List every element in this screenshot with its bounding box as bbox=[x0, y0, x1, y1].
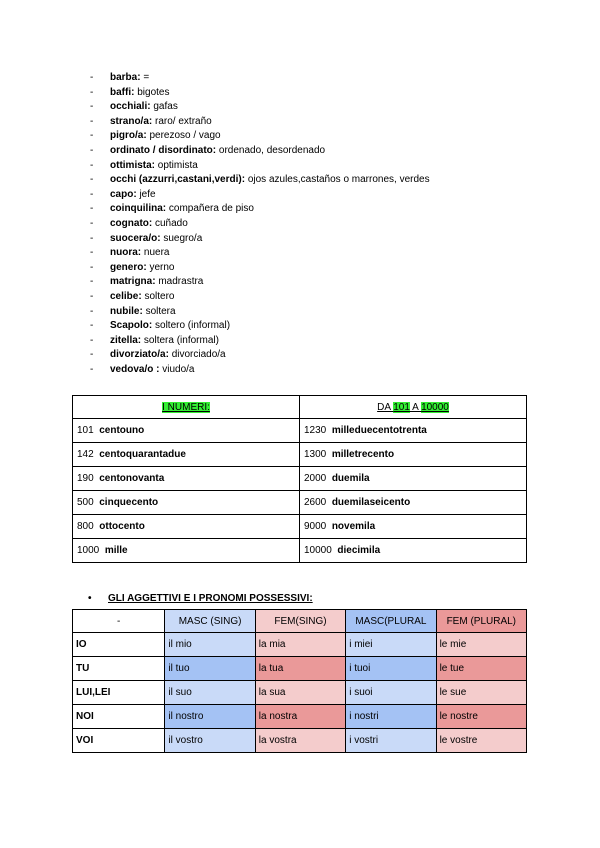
numbers-header-left bbox=[73, 396, 300, 419]
table-row bbox=[73, 681, 527, 705]
vocab-translation: bigotes bbox=[137, 86, 170, 98]
vocab-term: coinquilina: bbox=[110, 203, 167, 215]
number-digits: 101 bbox=[77, 425, 94, 436]
table-row bbox=[73, 491, 527, 515]
vocab-translation: cuñado bbox=[155, 217, 188, 229]
vocab-term: nuora: bbox=[110, 247, 142, 259]
vocab-translation: nuera bbox=[143, 247, 170, 259]
vocab-term: capo: bbox=[110, 188, 137, 200]
list-item: - strano/a: raro/ extraño bbox=[90, 115, 212, 127]
vocab-term: divorziato/a: bbox=[110, 349, 169, 361]
vocab-term: vedova/o : bbox=[110, 363, 160, 375]
list-item: - vedova/o : viudo/a bbox=[90, 363, 195, 375]
number-digits: 1300 bbox=[304, 449, 327, 460]
table-cell: la vostra bbox=[255, 729, 345, 753]
number-word: mille bbox=[104, 545, 128, 556]
number-word: ottocento bbox=[99, 521, 145, 532]
table-cell: la mia bbox=[255, 633, 345, 657]
vocab-term: cognato: bbox=[110, 217, 153, 229]
list-item: - occhiali: gafas bbox=[90, 101, 178, 113]
table-cell: le tue bbox=[436, 657, 526, 681]
number-digits: 10000 bbox=[304, 545, 332, 556]
number-digits: 1000 bbox=[77, 545, 100, 556]
list-item: - nuora: nuera bbox=[90, 247, 170, 259]
number-word: novemila bbox=[331, 521, 376, 532]
number-word: duemilaseicento bbox=[331, 497, 411, 508]
vocab-list bbox=[90, 71, 430, 377]
table-row bbox=[73, 467, 527, 491]
table-header-row bbox=[73, 610, 527, 633]
list-item: - baffi: bigotes bbox=[90, 86, 170, 98]
list-item: - celibe: soltero bbox=[90, 290, 175, 302]
column-header: MASC(PLURAL bbox=[346, 610, 436, 633]
number-digits: 2600 bbox=[304, 497, 327, 508]
table-row bbox=[73, 515, 527, 539]
table-cell: i miei bbox=[346, 633, 436, 657]
number-word: centoquarantadue bbox=[99, 449, 186, 460]
vocab-term: zitella: bbox=[110, 334, 142, 346]
range-mid: A bbox=[409, 401, 422, 413]
number-word: duemila bbox=[331, 473, 370, 484]
pronoun-cell: VOI bbox=[73, 729, 165, 753]
pronoun-cell: NOI bbox=[73, 705, 165, 729]
vocab-translation: ordenado, desordenado bbox=[218, 144, 326, 156]
table-cell: la sua bbox=[255, 681, 345, 705]
number-digits: 190 bbox=[77, 473, 94, 484]
vocab-translation: yerno bbox=[149, 261, 175, 273]
vocab-translation: = bbox=[143, 72, 150, 83]
numbers-table bbox=[72, 395, 527, 563]
range-to: 10000 bbox=[421, 401, 449, 413]
list-item: - occhi (azzurri,castani,verdi): ojos azules,castaños o marrones, verdes bbox=[90, 174, 430, 186]
table-row bbox=[73, 443, 527, 467]
vocab-term: Scapolo: bbox=[110, 320, 153, 332]
list-item: - coinquilina: compañera de piso bbox=[90, 203, 254, 215]
vocab-term: barba: bbox=[110, 72, 141, 83]
list-item: - ordinato / disordinato: ordenado, desordenado bbox=[90, 144, 326, 156]
vocab-term: strano/a: bbox=[110, 115, 153, 127]
list-item: - suocera/o: suegro/a bbox=[90, 232, 203, 244]
table-row bbox=[73, 657, 527, 681]
table-cell: il suo bbox=[165, 681, 255, 705]
range-from: 101 bbox=[393, 401, 410, 413]
table-row bbox=[73, 705, 527, 729]
list-item: - capo: jefe bbox=[90, 188, 156, 200]
vocab-translation: optimista bbox=[157, 159, 198, 171]
number-digits: 1230 bbox=[304, 425, 327, 436]
bullet-icon: • bbox=[88, 593, 92, 604]
pronoun-cell: TU bbox=[73, 657, 165, 681]
numbers-title: I NUMERI: bbox=[162, 401, 210, 413]
list-item: - genero: yerno bbox=[90, 261, 175, 273]
table-cell: la nostra bbox=[255, 705, 345, 729]
table-cell: le vostre bbox=[436, 729, 526, 753]
list-item: - nubile: soltera bbox=[90, 305, 176, 317]
vocab-translation: soltera (informal) bbox=[143, 334, 219, 346]
list-item: - matrigna: madrastra bbox=[90, 276, 204, 288]
vocab-term: genero: bbox=[110, 261, 147, 273]
table-row bbox=[73, 539, 527, 563]
table-cell: le nostre bbox=[436, 705, 526, 729]
number-digits: 500 bbox=[77, 497, 94, 508]
vocab-translation: ojos azules,castaños o marrones, verdes bbox=[247, 174, 430, 186]
table-cell: il tuo bbox=[165, 657, 255, 681]
vocab-term: celibe: bbox=[110, 290, 142, 302]
number-digits: 800 bbox=[77, 521, 94, 532]
column-header: MASC (SING) bbox=[165, 610, 255, 633]
table-cell: il mio bbox=[165, 633, 255, 657]
table-cell: il vostro bbox=[165, 729, 255, 753]
number-word: diecimila bbox=[337, 545, 381, 556]
number-word: cinquecento bbox=[99, 497, 159, 508]
vocab-term: occhi (azzurri,castani,verdi): bbox=[110, 174, 246, 186]
list-item: - pigro/a: perezoso / vago bbox=[90, 130, 221, 142]
number-word: milleduecentotrenta bbox=[331, 425, 427, 436]
table-row bbox=[73, 633, 527, 657]
vocab-term: nubile: bbox=[110, 305, 143, 317]
list-item: - ottimista: optimista bbox=[90, 159, 198, 171]
vocab-translation: gafas bbox=[153, 101, 178, 113]
vocab-translation: soltero bbox=[144, 290, 175, 302]
numbers-header-right bbox=[300, 396, 527, 419]
column-header: - bbox=[73, 610, 165, 633]
number-word: milletrecento bbox=[331, 449, 395, 460]
table-cell: la tua bbox=[255, 657, 345, 681]
vocab-translation: jefe bbox=[139, 188, 156, 200]
vocab-translation: viudo/a bbox=[162, 363, 195, 375]
number-word: centouno bbox=[99, 425, 145, 436]
possessives-heading bbox=[88, 593, 313, 604]
possessives-table bbox=[72, 609, 527, 753]
table-row bbox=[73, 419, 527, 443]
table-cell: le mie bbox=[436, 633, 526, 657]
vocab-term: baffi: bbox=[110, 86, 135, 98]
vocab-term: ordinato / disordinato: bbox=[110, 144, 217, 156]
table-row bbox=[73, 729, 527, 753]
vocab-translation: perezoso / vago bbox=[149, 130, 221, 142]
table-cell: i tuoi bbox=[346, 657, 436, 681]
vocab-term: suocera/o: bbox=[110, 232, 161, 244]
table-cell: i nostri bbox=[346, 705, 436, 729]
list-item: - zitella: soltera (informal) bbox=[90, 334, 219, 346]
list-item: - cognato: cuñado bbox=[90, 217, 188, 229]
list-item: - divorziato/a: divorciado/a bbox=[90, 349, 226, 361]
number-digits: 2000 bbox=[304, 473, 327, 484]
table-header-row bbox=[73, 396, 527, 419]
pronoun-cell: LUI,LEI bbox=[73, 681, 165, 705]
vocab-term: matrigna: bbox=[110, 276, 156, 288]
number-digits: 142 bbox=[77, 449, 94, 460]
list-item: - barba: = bbox=[90, 72, 150, 83]
range-prefix: DA bbox=[377, 401, 394, 413]
vocab-term: occhiali: bbox=[110, 101, 151, 113]
vocab-translation: compañera de piso bbox=[168, 203, 254, 215]
vocab-translation: suegro/a bbox=[163, 232, 203, 244]
table-cell: i suoi bbox=[346, 681, 436, 705]
list-item: - Scapolo: soltero (informal) bbox=[90, 320, 231, 332]
table-cell: le sue bbox=[436, 681, 526, 705]
column-header: FEM(SING) bbox=[255, 610, 345, 633]
possessives-title: GLI AGGETTIVI E I PRONOMI POSSESSIVI: bbox=[108, 593, 313, 604]
number-digits: 9000 bbox=[304, 521, 327, 532]
vocab-term: pigro/a: bbox=[110, 130, 147, 142]
pronoun-cell: IO bbox=[73, 633, 165, 657]
vocab-translation: soltero (informal) bbox=[155, 320, 231, 332]
vocab-term: ottimista: bbox=[110, 159, 155, 171]
vocab-translation: divorciado/a bbox=[171, 349, 226, 361]
number-word: centonovanta bbox=[99, 473, 165, 484]
vocab-translation: soltera bbox=[145, 305, 176, 317]
table-cell: il nostro bbox=[165, 705, 255, 729]
table-cell: i vostri bbox=[346, 729, 436, 753]
vocab-translation: madrastra bbox=[158, 276, 204, 288]
column-header: FEM (PLURAL) bbox=[436, 610, 526, 633]
vocab-translation: raro/ extraño bbox=[155, 115, 212, 127]
